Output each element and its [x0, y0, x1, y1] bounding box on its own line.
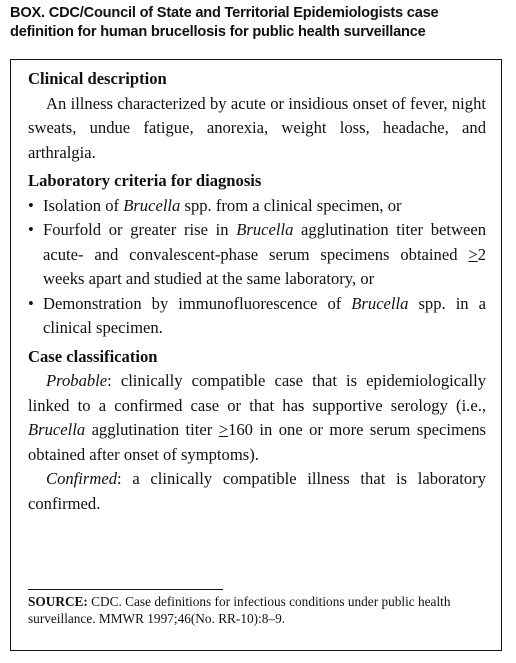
laboratory-criteria-list [28, 194, 486, 341]
source-note: SOURCE: CDC. Case definitions for infectious conditions under public health surveillance. MMWR 1997;46(No. RR-10):8–9. [28, 594, 451, 626]
clinical-description-text: An illness characterized by acute or insidious onset of fever, night sweats, undue fatigue, anorexia, weight loss, headache, and arthralgia. [28, 93, 486, 162]
box-content [28, 67, 486, 516]
case-definition-box [10, 59, 502, 651]
criteria-item-fourfold-rise: • Fourfold or greater rise in Brucella agglutination titer between acute- and convalescent-phase serum specimens obtained >2 weeks apart and studied at the same laboratory, or [28, 218, 486, 292]
confirmed-case-text: Confirmed: a clinically compatible illness that is laboratory confirmed. [28, 469, 486, 513]
probable-case-text: Probable: clinically compatible case that is epidemiologically linked to a confirmed case or that has supportive serology (i.e., Brucella agglutination titer >160 in one or more serum specimens obtained after onset of symptoms). [28, 371, 486, 464]
case-classification-heading: Case classification [28, 346, 158, 366]
box-title-line-1: BOX. CDC/Council of State and Territorial Epidemiologists case [10, 5, 439, 21]
clinical-description-heading: Clinical description [28, 69, 167, 88]
criteria-item-immunofluorescence: • Demonstration by immunofluorescence of Brucella spp. in a clinical specimen. [28, 292, 486, 341]
box-title [10, 4, 510, 42]
criteria-item-isolation: • Isolation of Brucella spp. from a clinical specimen, or [28, 194, 486, 219]
laboratory-criteria-heading: Laboratory criteria for diagnosis [28, 171, 262, 190]
source-divider [28, 589, 223, 590]
box-title-line-2: definition for human brucellosis for public health surveillance [10, 24, 426, 40]
